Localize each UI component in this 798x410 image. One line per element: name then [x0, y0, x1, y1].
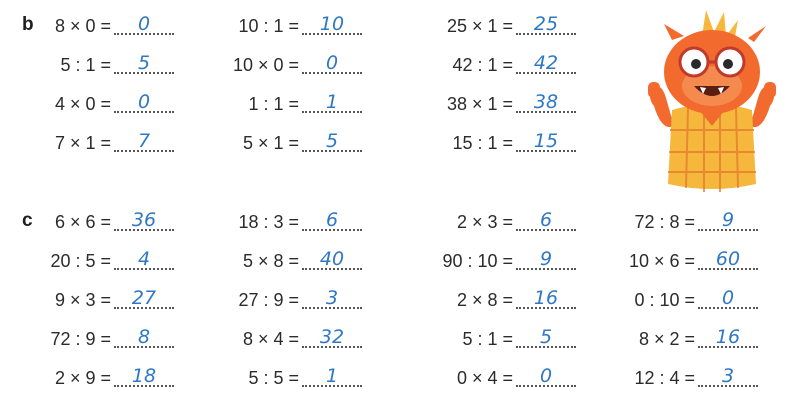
- problem-b-3-3: [376, 92, 576, 118]
- problem-b-1-2: [0, 53, 174, 79]
- handwritten-answer: 16: [715, 326, 741, 348]
- problem-c-2-2: [162, 249, 362, 275]
- handwritten-answer: 3: [325, 287, 339, 309]
- problem-c-1-4: [0, 327, 174, 353]
- handwritten-answer: 38: [533, 91, 559, 113]
- problem-c-1-1: [0, 210, 174, 236]
- problem-expression: 7 × 1 =: [54, 133, 111, 153]
- problem-expression: 1 : 1 =: [248, 94, 299, 114]
- problem-c-2-1: [162, 210, 362, 236]
- problem-expression: 5 × 1 =: [242, 133, 299, 153]
- problem-c-2-5: [162, 366, 362, 392]
- handwritten-answer: 5: [137, 52, 151, 74]
- problem-b-3-2: [376, 53, 576, 79]
- problem-expression: 5 × 8 =: [242, 251, 299, 271]
- handwritten-answer: 16: [533, 287, 559, 309]
- section-letter-c: c: [22, 210, 33, 231]
- problem-expression: 2 × 3 =: [456, 212, 513, 232]
- problem-expression: 38 × 1 =: [446, 94, 513, 114]
- problem-expression: 8 × 2 =: [638, 329, 695, 349]
- handwritten-answer: 5: [539, 326, 553, 348]
- section-letter-b: b: [22, 14, 34, 35]
- handwritten-answer: 27: [131, 287, 157, 309]
- problem-b-2-3: [162, 92, 362, 118]
- handwritten-answer: 9: [539, 248, 553, 270]
- problem-c-3-5: [376, 366, 576, 392]
- problem-c-2-4: [162, 327, 362, 353]
- problem-c-3-2: [376, 249, 576, 275]
- handwritten-answer: 0: [539, 365, 553, 387]
- problem-b-1-1: [0, 14, 174, 40]
- handwritten-answer: 42: [533, 52, 559, 74]
- problem-c-4-2: [558, 249, 758, 275]
- problem-expression: 18 : 3 =: [238, 212, 299, 232]
- handwritten-answer: 6: [539, 209, 553, 231]
- handwritten-answer: 0: [325, 52, 339, 74]
- problem-expression: 5 : 5 =: [248, 368, 299, 388]
- problem-expression: 20 : 5 =: [50, 251, 111, 271]
- problem-b-2-2: [162, 53, 362, 79]
- problem-c-4-1: [558, 210, 758, 236]
- problem-c-3-3: [376, 288, 576, 314]
- problem-c-3-4: [376, 327, 576, 353]
- problem-expression: 15 : 1 =: [452, 133, 513, 153]
- handwritten-answer: 8: [137, 326, 151, 348]
- handwritten-answer: 0: [137, 91, 151, 113]
- handwritten-answer: 32: [319, 326, 345, 348]
- handwritten-answer: 1: [325, 365, 339, 387]
- problem-c-3-1: [376, 210, 576, 236]
- handwritten-answer: 3: [721, 365, 735, 387]
- handwritten-answer: 0: [721, 287, 735, 309]
- handwritten-answer: 5: [325, 130, 339, 152]
- problem-b-2-1: [162, 14, 362, 40]
- problem-expression: 5 : 1 =: [462, 329, 513, 349]
- problem-expression: 9 × 3 =: [54, 290, 111, 310]
- problem-expression: 12 : 4 =: [634, 368, 695, 388]
- problem-expression: 25 × 1 =: [446, 16, 513, 36]
- monster-mascot-thumbs-up-icon: [632, 6, 792, 194]
- problem-b-1-3: [0, 92, 174, 118]
- problem-b-3-4: [376, 131, 576, 157]
- handwritten-answer: 7: [137, 130, 151, 152]
- problem-expression: 0 : 10 =: [634, 290, 695, 310]
- problem-expression: 42 : 1 =: [452, 55, 513, 75]
- problem-expression: 10 × 0 =: [232, 55, 299, 75]
- handwritten-answer: 4: [137, 248, 151, 270]
- problem-c-1-2: [0, 249, 174, 275]
- problem-c-2-3: [162, 288, 362, 314]
- problem-expression: 0 × 4 =: [456, 368, 513, 388]
- problem-b-3-1: [376, 14, 576, 40]
- problem-expression: 72 : 8 =: [634, 212, 695, 232]
- handwritten-answer: 40: [319, 248, 345, 270]
- handwritten-answer: 1: [325, 91, 339, 113]
- problem-c-4-3: [558, 288, 758, 314]
- problem-b-1-4: [0, 131, 174, 157]
- problem-expression: 5 : 1 =: [60, 55, 111, 75]
- handwritten-answer: 25: [533, 13, 559, 35]
- problem-expression: 6 × 6 =: [54, 212, 111, 232]
- problem-c-4-5: [558, 366, 758, 392]
- handwritten-answer: 18: [131, 365, 157, 387]
- problem-expression: 10 : 1 =: [238, 16, 299, 36]
- handwritten-answer: 60: [715, 248, 741, 270]
- problem-expression: 10 × 6 =: [628, 251, 695, 271]
- handwritten-answer: 0: [137, 13, 151, 35]
- problem-expression: 8 × 0 =: [54, 16, 111, 36]
- problem-expression: 90 : 10 =: [442, 251, 513, 271]
- handwritten-answer: 10: [319, 13, 345, 35]
- problem-expression: 72 : 9 =: [50, 329, 111, 349]
- handwritten-answer: 36: [131, 209, 157, 231]
- problem-expression: 27 : 9 =: [238, 290, 299, 310]
- problem-expression: 4 × 0 =: [54, 94, 111, 114]
- problem-c-1-3: [0, 288, 174, 314]
- problem-expression: 8 × 4 =: [242, 329, 299, 349]
- handwritten-answer: 9: [721, 209, 735, 231]
- problem-b-2-4: [162, 131, 362, 157]
- problem-expression: 2 × 9 =: [54, 368, 111, 388]
- handwritten-answer: 15: [533, 130, 559, 152]
- problem-c-4-4: [558, 327, 758, 353]
- problem-c-1-5: [0, 366, 174, 392]
- handwritten-answer: 6: [325, 209, 339, 231]
- problem-expression: 2 × 8 =: [456, 290, 513, 310]
